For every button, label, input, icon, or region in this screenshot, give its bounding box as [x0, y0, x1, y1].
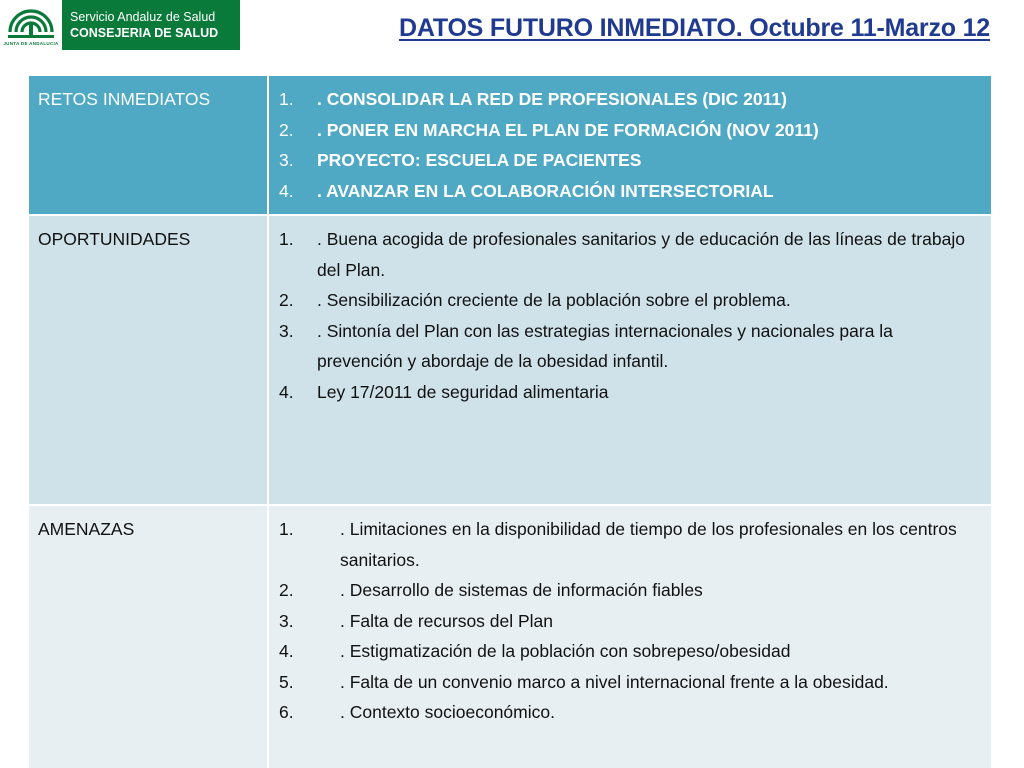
item-text: . Sintonía del Plan con las estrategias internacionales y nacionales para la prevención y abordaje de la obesidad infantil.	[317, 320, 893, 371]
item-text: . Estigmatización de la población con sobrepeso/obesidad	[340, 641, 791, 661]
table-row-amenazas	[28, 505, 992, 768]
item-text: . AVANZAR EN LA COLABORACIÓN INTERSECTORIAL	[317, 180, 774, 201]
item-text: Ley 17/2011 de seguridad alimentaria	[317, 381, 609, 402]
item-number: 3.	[279, 150, 294, 170]
list-item	[279, 84, 981, 115]
logo-line-consejeria: CONSEJERIA DE SALUD	[70, 26, 219, 40]
item-number: 1.	[279, 519, 294, 539]
item-text: . Contexto socioeconómico.	[340, 702, 555, 722]
item-number: 6.	[279, 702, 294, 722]
item-text: . Sensibilización creciente de la población sobre el problema.	[317, 290, 791, 310]
list-item	[279, 115, 981, 146]
list-item	[279, 176, 981, 207]
slide-title: DATOS FUTURO INMEDIATO. Octubre 11-Marzo 12	[398, 14, 990, 42]
list-item	[279, 224, 981, 285]
row-label-retos: RETOS INMEDIATOS	[28, 75, 268, 215]
retos-list	[268, 75, 992, 215]
emblem-caption: JUNTA DE ANDALUCIA	[3, 41, 59, 46]
item-number: 2.	[279, 580, 294, 600]
logo-text	[62, 0, 240, 50]
item-number: 5.	[279, 671, 294, 692]
item-text: . Falta de recursos del Plan	[340, 610, 554, 631]
list-item	[279, 377, 981, 408]
item-text: . CONSOLIDAR LA RED DE PROFESIONALES (DIC 2011)	[317, 89, 787, 109]
row-label-oportunidades: OPORTUNIDADES	[28, 215, 268, 505]
sas-logo	[0, 0, 240, 50]
item-text: . Limitaciones en la disponibilidad de tiempo de los profesionales en los centros sanitarios.	[340, 519, 957, 570]
item-text: . Desarrollo de sistemas de información fiables	[340, 580, 703, 600]
item-number: 2.	[279, 290, 294, 310]
item-text: PROYECTO: ESCUELA DE PACIENTES	[317, 150, 642, 170]
list-item	[279, 667, 981, 698]
amenazas-list	[268, 505, 992, 768]
list-item	[279, 575, 981, 606]
list-item	[279, 285, 981, 316]
oportunidades-list	[268, 215, 992, 505]
list-item	[279, 697, 981, 728]
item-text: . PONER EN MARCHA EL PLAN DE FORMACIÓN (NOV 2011)	[317, 119, 819, 140]
list-item	[279, 606, 981, 637]
item-number: 2.	[279, 119, 294, 140]
list-item	[279, 514, 981, 575]
swot-table	[27, 74, 993, 768]
item-number: 4.	[279, 180, 294, 201]
item-number: 1.	[279, 229, 294, 249]
row-label-amenazas: AMENAZAS	[28, 505, 268, 768]
item-text: . Falta de un convenio marco a nivel internacional frente a la obesidad.	[340, 671, 889, 692]
logo-line-service: Servicio Andaluz de Salud	[70, 10, 216, 24]
item-number: 3.	[279, 320, 294, 341]
item-number: 3.	[279, 610, 294, 631]
list-item	[279, 316, 981, 377]
list-item	[279, 636, 981, 667]
item-number: 1.	[279, 89, 294, 109]
item-text: . Buena acogida de profesionales sanitarios y de educación de las líneas de trabajo del Plan.	[317, 229, 965, 280]
emblem-graphic	[6, 2, 56, 40]
junta-de-andalucia-emblem-icon	[0, 0, 62, 50]
item-number: 4.	[279, 381, 294, 402]
list-item	[279, 145, 981, 176]
table-row-retos	[28, 75, 992, 215]
table-row-oportunidades	[28, 215, 992, 505]
item-number: 4.	[279, 641, 294, 661]
